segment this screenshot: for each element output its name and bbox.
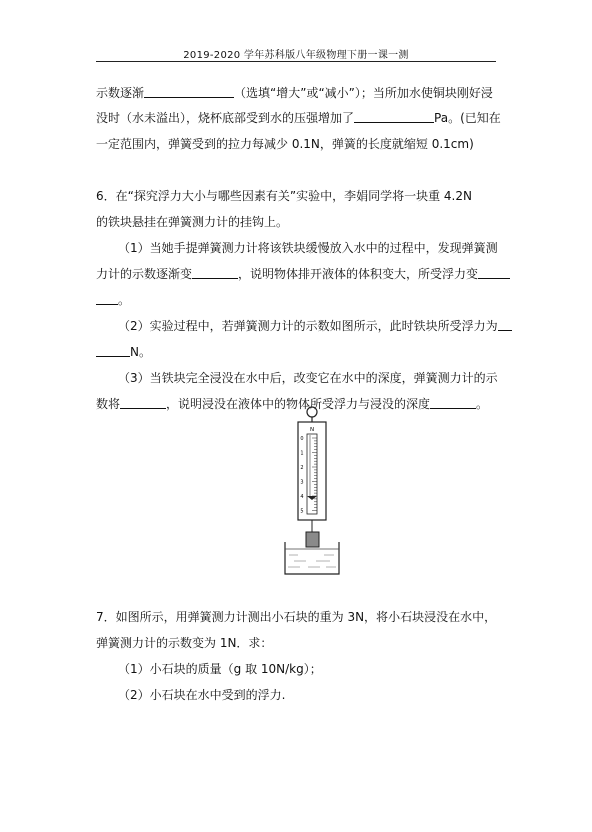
answer-blank[interactable] [354,110,434,123]
q7-part1: （1）小石块的质量（g 取 10N/kg）； [118,662,322,676]
answer-blank[interactable] [498,318,512,331]
q5-text: 没时（水未溢出），烧杯底部受到水的压强增加了 [96,111,355,125]
q5-text: （选填“增大”或“减小”）；当所加水使铜块刚好浸 [234,86,493,100]
spring-scale-figure [276,404,348,584]
scale-ring [307,407,317,417]
q5-text: Pa。(已知在 [434,111,501,125]
scale-number: 0 [300,436,304,442]
q6-text: ，说明物体排开液体的体积变大，所受浮力变 [238,267,479,281]
q6-text: 数将 [96,397,121,411]
q7-line-1: 7．如图所示，用弹簧测力计测出小石块的重为 3N，将小石块浸没在水中， [96,610,497,624]
q5-line-3: 一定范围内，弹簧受到的拉力每减少 0.1N，弹簧的长度就缩短 0.1cm) [96,137,474,151]
q5-line-1 [96,85,496,101]
q6-part1-line-3 [96,292,496,308]
q6-text: 。 [118,293,131,307]
q5-text: 示数逐渐 [96,86,145,100]
page-header: 2019-2020 学年苏科版八年级物理下册一课一测 [183,50,409,61]
q6-part2-line-2 [96,344,496,360]
scale-number: 5 [300,508,304,515]
q7-part2: （2）小石块在水中受到的浮力. [118,688,286,702]
q7-line-2: 弹簧测力计的示数变为 1N．求： [96,636,273,650]
q6-text: N。 [130,345,151,359]
q6-text: 。 [476,397,489,411]
q6-part3-line-1: （3）当铁块完全浸没在水中后，改变它在水中的深度，弹簧测力计的示 [118,371,498,385]
header-divider [96,61,496,62]
scale-number: 3 [300,479,304,486]
scale-number: 4 [300,494,304,500]
answer-blank[interactable] [430,396,476,409]
answer-blank[interactable] [96,344,130,357]
q6-part1-line-2 [96,266,496,282]
water-pattern [288,555,336,567]
answer-blank[interactable] [144,85,234,98]
answer-blank[interactable] [478,266,510,279]
scale-unit-label: N [309,427,315,433]
q6-line-1: 6．在“探究浮力大小与哪些因素有关”实验中，李娟同学将一块重 4.2N [96,189,472,203]
q5-line-2 [96,110,501,126]
scale-number: 2 [300,465,304,471]
q6-part2-line-1 [118,318,496,334]
q6-line-2: 的铁块悬挂在弹簧测力计的挂钩上。 [96,215,289,229]
q6-text: ，说明浸没在液体中的物体所受浮力与浸没的深度 [166,397,431,411]
q6-part1-line-1: （1）当她手提弹簧测力计将该铁块缓慢放入水中的过程中，发现弹簧测 [118,241,498,255]
q6-text: （2）实验过程中，若弹簧测力计的示数如图所示，此时铁块所受浮力为 [118,319,498,333]
answer-blank[interactable] [192,266,238,279]
q6-text: 力计的示数逐渐变 [96,267,193,281]
iron-block [306,532,319,547]
answer-blank[interactable] [120,396,166,409]
scale-number: 1 [300,450,304,457]
answer-blank[interactable] [96,292,118,305]
